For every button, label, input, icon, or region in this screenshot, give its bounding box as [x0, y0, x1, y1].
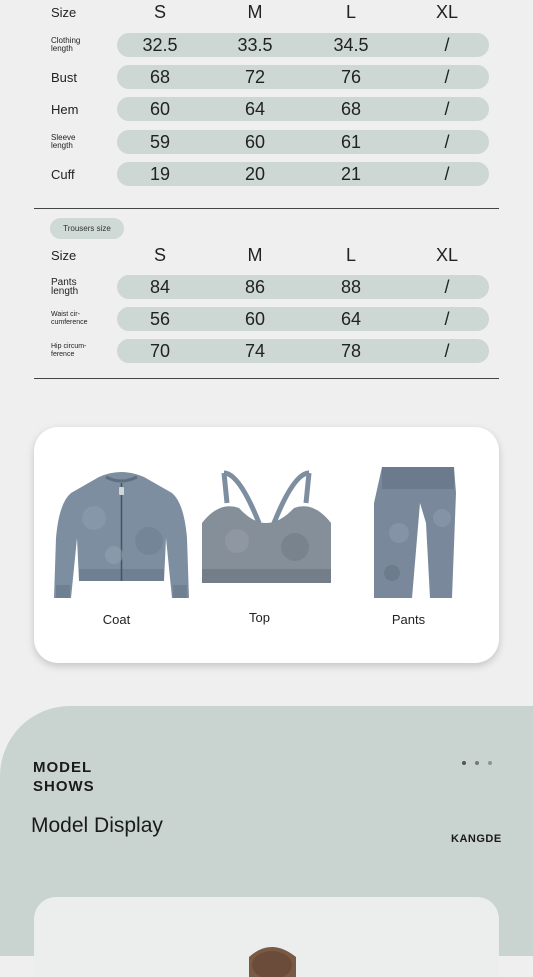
cell-m: 60 [244, 308, 266, 329]
trousers-size-tag: Trousers size [50, 218, 124, 239]
size-header-label: Size [51, 247, 77, 263]
row-label: Clothing length [51, 36, 81, 53]
section-divider [34, 208, 499, 209]
cell-m: 86 [244, 276, 266, 297]
row-label: Hip circum- ference [51, 343, 87, 358]
cell-xl: / [444, 276, 450, 297]
cell-l: 68 [340, 98, 362, 119]
model-section [0, 706, 533, 956]
size-header-label: Size [51, 4, 77, 20]
model-shows-title [33, 758, 95, 796]
cell-s: 60 [149, 98, 171, 119]
model-title-line2: SHOWS [33, 778, 95, 795]
cell-xl: / [444, 34, 450, 55]
cell-m: 72 [244, 66, 266, 87]
cell-m: 33.5 [237, 34, 273, 55]
leggings-icon [344, 463, 479, 598]
model-display-subtitle: Model Display [31, 814, 163, 837]
size-col-l: L [345, 1, 356, 22]
zip-jacket-icon [54, 463, 189, 598]
cell-s: 32.5 [142, 34, 178, 55]
cell-xl: / [444, 66, 450, 87]
cell-l: 34.5 [333, 34, 369, 55]
cell-l: 61 [340, 131, 362, 152]
size-col-l: L [345, 244, 356, 265]
table-row [0, 97, 533, 121]
table-row [0, 65, 533, 89]
table-row [0, 130, 533, 154]
brand-label: KANGDE [451, 833, 502, 845]
cell-s: 70 [149, 340, 171, 361]
cell-xl: / [444, 308, 450, 329]
dot-icon [488, 761, 492, 765]
cell-xl: / [444, 131, 450, 152]
product-label-pants: Pants [391, 612, 426, 627]
table-row [0, 162, 533, 186]
row-label: Waist cir- cumference [51, 311, 88, 326]
size-col-m: M [247, 244, 263, 265]
cell-m: 20 [244, 163, 266, 184]
product-card [34, 427, 499, 663]
cell-l: 76 [340, 66, 362, 87]
table-header-row [0, 0, 533, 24]
sports-bra-image [199, 463, 334, 598]
cell-l: 78 [340, 340, 362, 361]
cell-s: 56 [149, 308, 171, 329]
size-col-s: S [153, 1, 166, 22]
row-label: Hem [51, 101, 79, 117]
product-label-top: Top [249, 610, 270, 625]
carousel-dots [462, 761, 492, 765]
product-label-coat: Coat [102, 612, 131, 627]
cell-m: 74 [244, 340, 266, 361]
size-col-xl: XL [435, 244, 459, 265]
cell-xl: / [444, 98, 450, 119]
row-label: Pants length [51, 277, 79, 297]
row-label: Sleeve length [51, 133, 76, 150]
row-label: Bust [51, 69, 78, 85]
model-head-icon [34, 897, 499, 977]
sports-bra-icon [199, 463, 334, 598]
cell-s: 19 [149, 163, 171, 184]
cell-l: 88 [340, 276, 362, 297]
size-col-s: S [153, 244, 166, 265]
cell-s: 84 [149, 276, 171, 297]
dot-icon [475, 761, 479, 765]
cell-xl: / [444, 163, 450, 184]
cell-m: 64 [244, 98, 266, 119]
cell-l: 21 [340, 163, 362, 184]
zip-jacket-image [54, 463, 189, 598]
size-col-xl: XL [435, 1, 459, 22]
cell-s: 68 [149, 66, 171, 87]
leggings-image [344, 463, 479, 598]
table-header-row [0, 243, 533, 267]
model-title-line1: MODEL [33, 759, 93, 776]
row-label: Cuff [51, 166, 75, 182]
table-row [0, 339, 533, 363]
table-row [0, 33, 533, 57]
cell-s: 59 [149, 131, 171, 152]
table-row [0, 307, 533, 331]
table-row [0, 275, 533, 299]
model-photo [34, 897, 499, 977]
cell-m: 60 [244, 131, 266, 152]
size-col-m: M [247, 1, 263, 22]
cell-l: 64 [340, 308, 362, 329]
cell-xl: / [444, 340, 450, 361]
dot-icon [462, 761, 466, 765]
section-divider [34, 378, 499, 379]
